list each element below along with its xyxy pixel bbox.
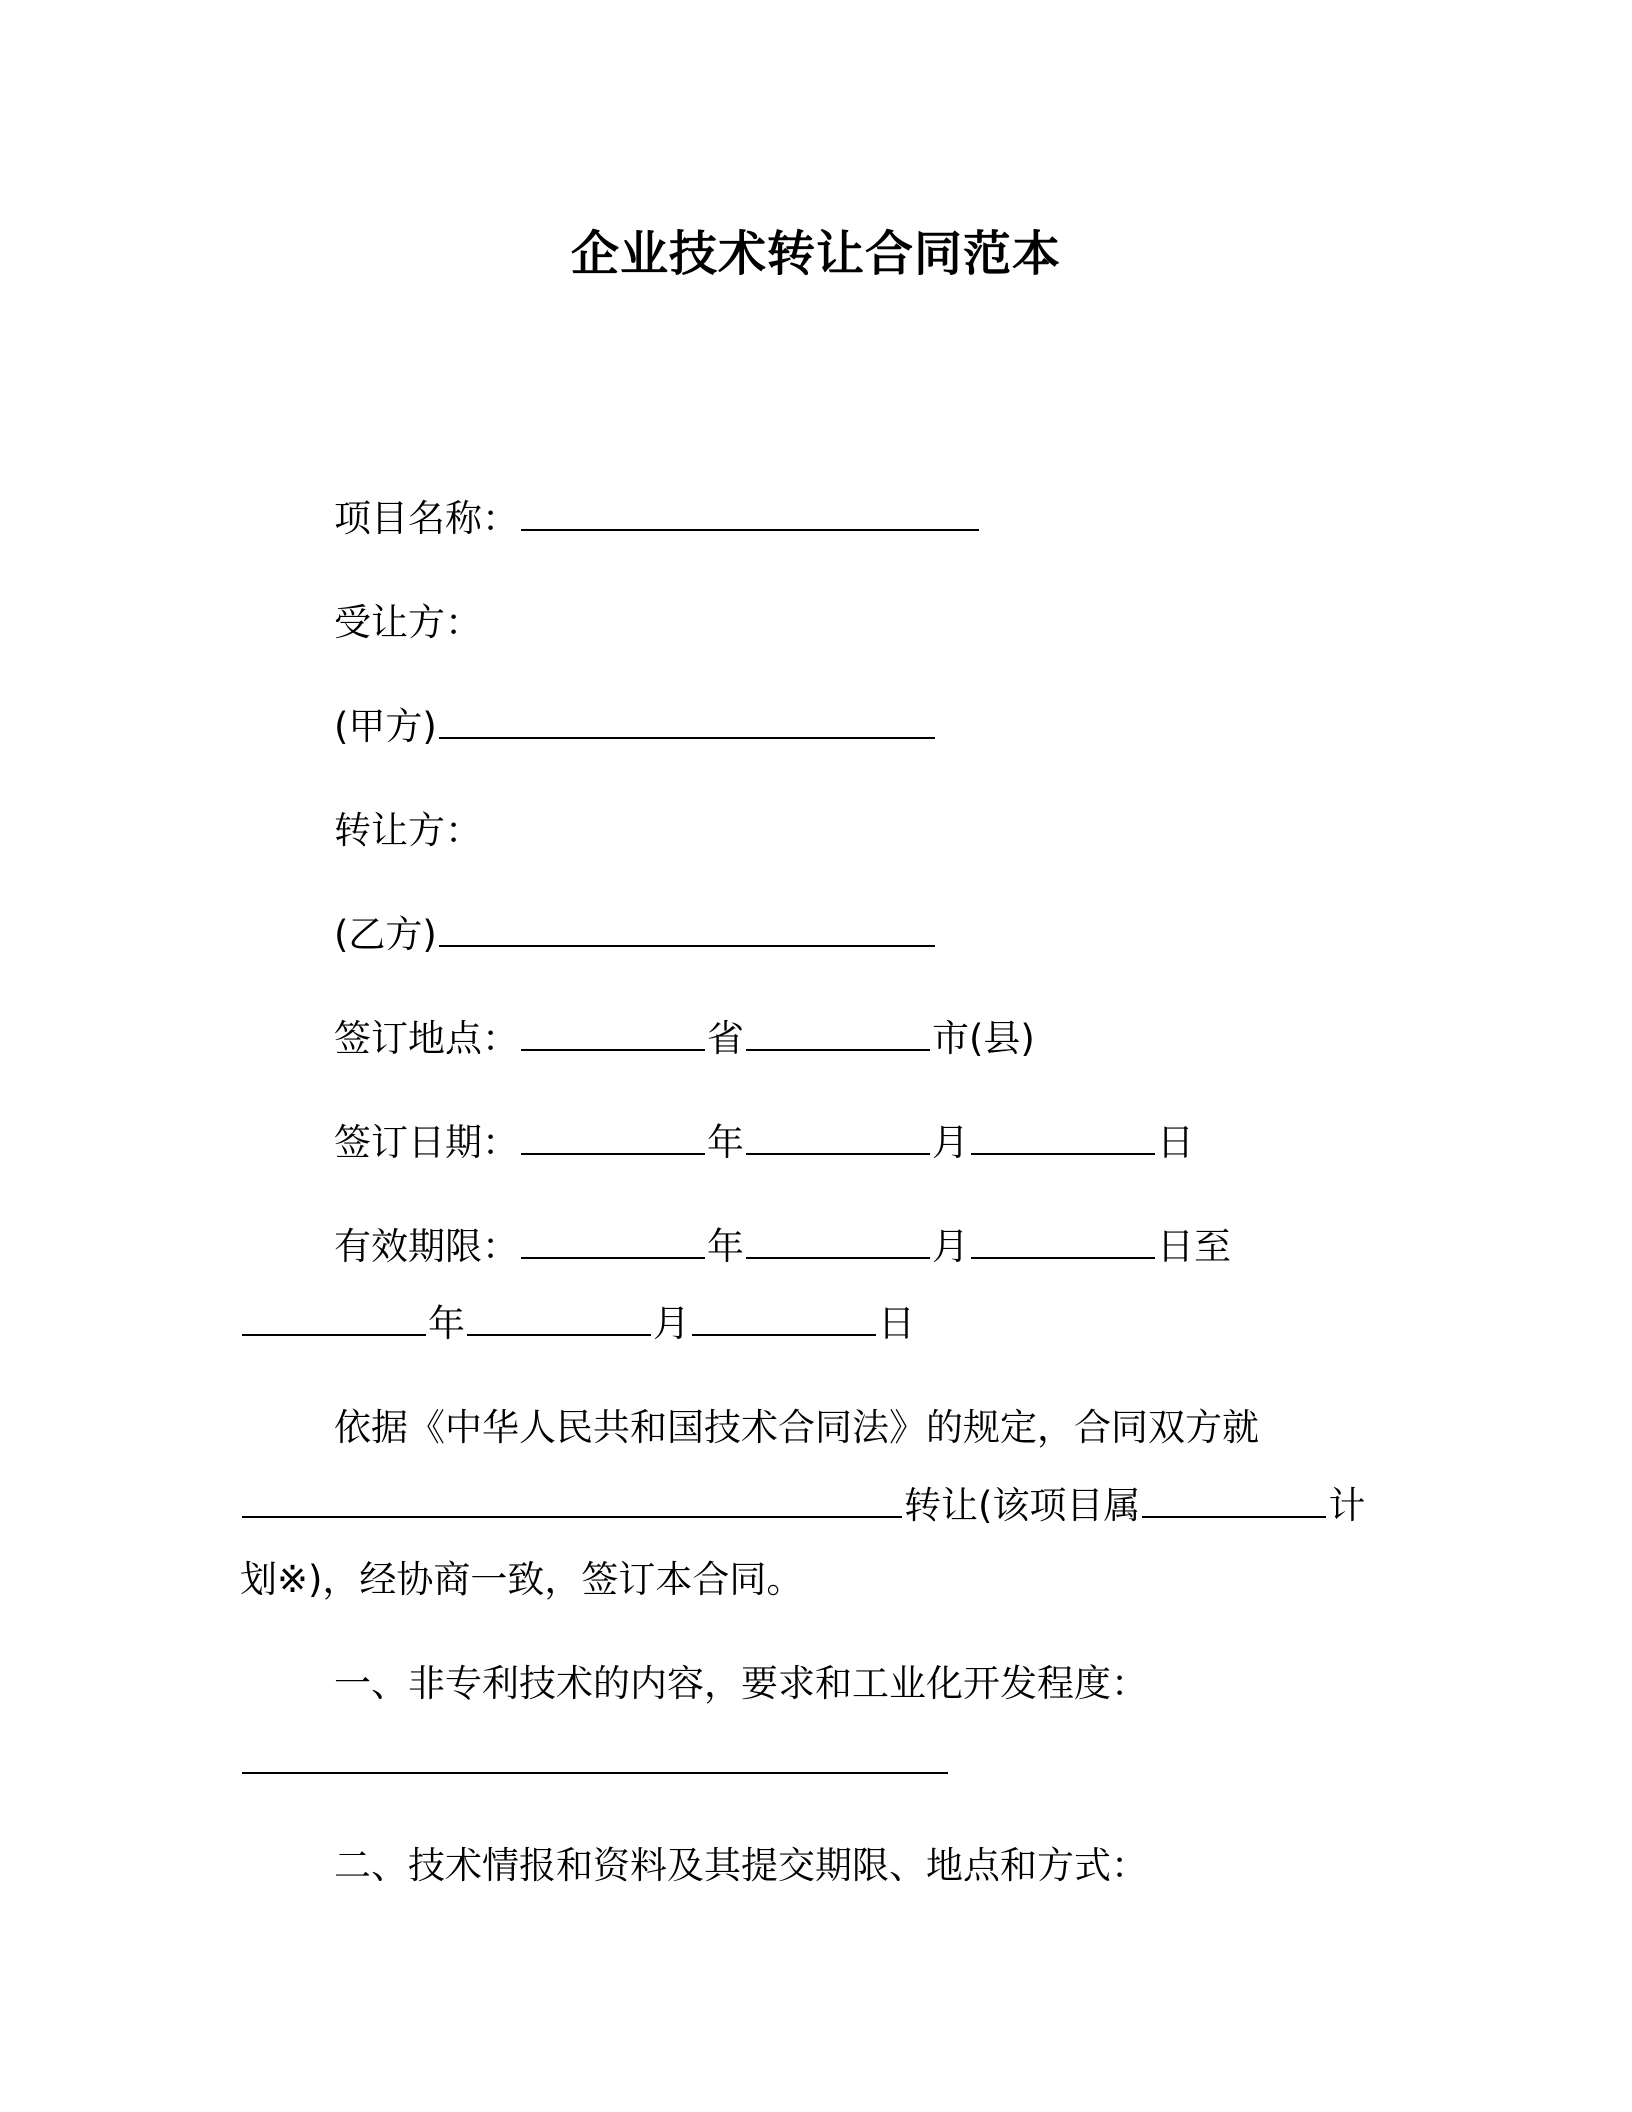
transferee-label: 受让方： bbox=[334, 601, 482, 644]
document-title: 企业技术转让合同范本 bbox=[570, 226, 1061, 282]
party-a-blank bbox=[439, 703, 935, 739]
province-blank bbox=[521, 1015, 705, 1051]
sign-date-line bbox=[334, 1117, 1194, 1169]
validity-line bbox=[334, 1221, 1231, 1273]
section-2-text: 二、技术情报和资料及其提交期限、地点和方式： bbox=[334, 1844, 1148, 1887]
transfer-text: 转让(该项目属 bbox=[904, 1484, 1141, 1527]
valid-to-day-blank bbox=[692, 1300, 876, 1336]
section-1-fill-line bbox=[240, 1736, 950, 1788]
section-1-text: 一、非专利技术的内容，要求和工业化开发程度： bbox=[334, 1662, 1148, 1705]
technology-name-blank bbox=[242, 1482, 902, 1518]
plan-ji-text: 计 bbox=[1328, 1484, 1366, 1527]
plan-name-blank bbox=[1142, 1482, 1326, 1518]
sign-day-blank bbox=[971, 1119, 1155, 1155]
transferor-label: 转让方： bbox=[334, 809, 482, 852]
sign-place-line bbox=[334, 1013, 1035, 1065]
day-to-label: 日至 bbox=[1157, 1225, 1231, 1268]
valid-from-year-blank bbox=[521, 1223, 705, 1259]
city-blank bbox=[746, 1015, 930, 1051]
valid-from-day-blank bbox=[971, 1223, 1155, 1259]
sign-year-blank bbox=[521, 1119, 705, 1155]
section-1-heading bbox=[334, 1658, 1148, 1710]
validity-end-line bbox=[240, 1298, 915, 1350]
basis-paragraph-line1 bbox=[334, 1402, 1259, 1454]
basis-paragraph-line3 bbox=[240, 1554, 803, 1606]
party-b-label: (乙方) bbox=[334, 913, 437, 956]
project-name-blank bbox=[521, 495, 979, 531]
sign-date-label: 签订日期： bbox=[334, 1121, 519, 1164]
valid-from-month-blank bbox=[746, 1223, 930, 1259]
section-2-heading bbox=[334, 1840, 1148, 1892]
party-b-blank bbox=[439, 911, 935, 947]
year-label: 年 bbox=[428, 1302, 465, 1345]
day-label: 日 bbox=[878, 1302, 915, 1345]
party-a-label: (甲方) bbox=[334, 705, 437, 748]
party-b-line bbox=[334, 909, 937, 961]
basis-paragraph-line2 bbox=[240, 1480, 1365, 1532]
validity-label: 有效期限： bbox=[334, 1225, 519, 1268]
sign-month-blank bbox=[746, 1119, 930, 1155]
year-label: 年 bbox=[707, 1121, 744, 1164]
sign-place-label: 签订地点： bbox=[334, 1017, 519, 1060]
month-label: 月 bbox=[932, 1121, 969, 1164]
party-a-line bbox=[334, 701, 937, 753]
basis-closing-text: 划※)，经协商一致，签订本合同。 bbox=[240, 1558, 804, 1601]
valid-to-month-blank bbox=[467, 1300, 651, 1336]
project-name-line bbox=[334, 493, 981, 545]
day-label: 日 bbox=[1157, 1121, 1194, 1164]
section-1-blank bbox=[242, 1738, 948, 1774]
month-label: 月 bbox=[932, 1225, 969, 1268]
transferee-line bbox=[334, 597, 482, 649]
basis-text: 依据《中华人民共和国技术合同法》的规定，合同双方就 bbox=[334, 1406, 1259, 1449]
city-county-label: 市(县) bbox=[932, 1017, 1035, 1060]
month-label: 月 bbox=[653, 1302, 690, 1345]
valid-to-year-blank bbox=[242, 1300, 426, 1336]
year-label: 年 bbox=[707, 1225, 744, 1268]
transferor-line bbox=[334, 805, 482, 857]
project-name-label: 项目名称： bbox=[334, 497, 519, 540]
province-label: 省 bbox=[707, 1017, 744, 1060]
